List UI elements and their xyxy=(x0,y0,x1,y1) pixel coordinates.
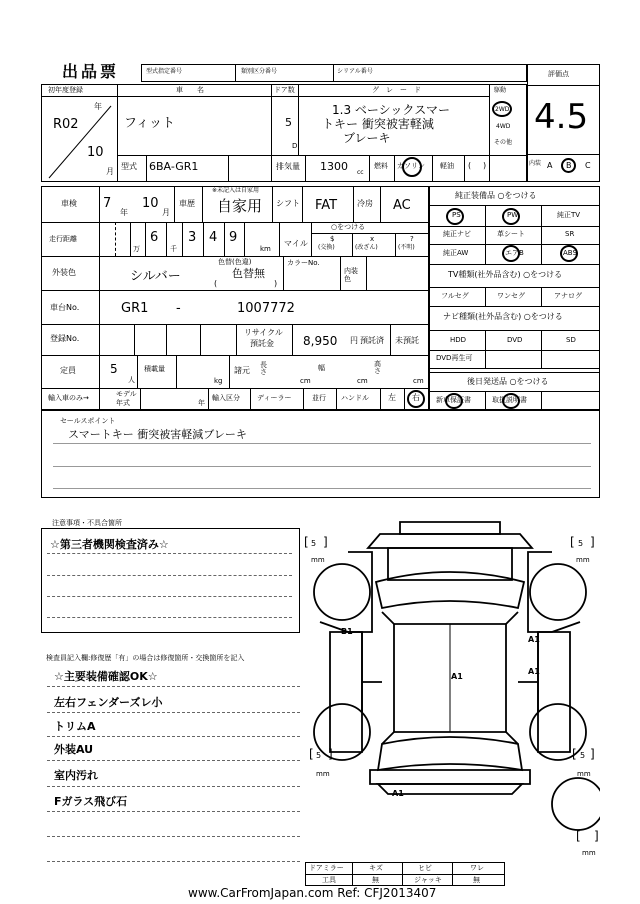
car-name-label: 車名 xyxy=(176,86,218,94)
first-reg-month: 10 xyxy=(87,145,104,160)
handle-right: 右 xyxy=(412,393,420,402)
usage-value: 自家用 xyxy=(217,197,263,215)
score-label: 評価点 xyxy=(548,70,569,78)
left-side-front xyxy=(330,632,362,752)
mileage-km-unit: km xyxy=(260,245,271,253)
inspector-line-1: ☆主要装備確認OK☆ xyxy=(54,670,158,683)
tv-title: TV種類(社外品含む) ○をつける xyxy=(448,270,563,279)
bracket-tl-close: ] xyxy=(323,535,328,549)
equip-pw-circle xyxy=(502,208,520,225)
equip-airbag: エアB xyxy=(505,249,524,257)
color-paren-close: ) xyxy=(274,279,278,288)
mileage-label: 走行距離 xyxy=(49,235,77,243)
legend-mirror: ドアミラー xyxy=(309,864,344,872)
front-bumper xyxy=(400,522,500,534)
width-label: 幅 xyxy=(318,364,325,372)
later-manual-circle xyxy=(502,393,520,409)
chassis-label: 車台No. xyxy=(50,303,80,312)
fuel-gasoline-circle xyxy=(402,157,422,177)
inspector-label: 検査員記入欄:修復歴「有」の場合は修復箇所・交換箇所を記入 xyxy=(46,654,245,662)
legend-tools-value: 無 xyxy=(372,876,379,884)
tread-bottom-right-unit: mm xyxy=(577,770,591,778)
inspection-year-unit: 年 xyxy=(120,208,128,217)
notes-label: 注意事項・不具合箇所 xyxy=(52,519,122,527)
recycle-label-1: リサイクル xyxy=(244,328,283,337)
serial-label: シリアル番号 xyxy=(337,68,373,75)
bracket-bl-open: [ xyxy=(309,747,314,761)
length-unit: cm xyxy=(300,377,311,385)
damage-mark-a1-1: A1 xyxy=(528,635,540,644)
model-label: 型式 xyxy=(121,162,137,171)
equip-sr: SR xyxy=(565,230,575,238)
drive-2wd-circle xyxy=(492,101,512,117)
bracket-tr-open: [ xyxy=(570,535,575,549)
recycle-label-2: 預託金 xyxy=(250,339,274,348)
mileage-man-unit: 万 xyxy=(133,245,140,253)
legend-tools: 工具 xyxy=(322,876,336,884)
dvd-playback: DVD再生可 xyxy=(436,354,473,362)
damage-mark-b1: B1 xyxy=(341,627,353,636)
tv-fullseg: フルセグ xyxy=(441,292,469,300)
tamper-label: (改ざん) xyxy=(355,244,378,251)
later-title: 後日発送品 ○をつける xyxy=(467,377,549,386)
bracket-spare-close: ] xyxy=(594,829,599,843)
bracket-spare-open: [ xyxy=(576,829,581,843)
first-reg-label: 初年度登録 xyxy=(48,86,83,94)
tread-bottom-left-unit: mm xyxy=(316,770,330,778)
inspection-month-unit: 月 xyxy=(162,208,170,217)
equip-ps: PS xyxy=(452,211,461,219)
legend-scratch: キズ xyxy=(369,864,383,872)
tread-spare-unit: mm xyxy=(582,849,596,857)
ac-label: 冷房 xyxy=(357,199,373,208)
later-manual: 取扱説明書 xyxy=(492,396,527,404)
grade-line-3: ブレーキ xyxy=(343,131,391,145)
tv-oneseg: ワンセグ xyxy=(497,292,525,300)
inspection-label: 車検 xyxy=(61,199,77,208)
rear-window xyxy=(378,737,522,770)
interior-grade-circle xyxy=(561,158,576,173)
grade-label: グレード xyxy=(372,86,428,94)
tv-analog: アナログ xyxy=(554,292,582,300)
capacity-label: 定員 xyxy=(60,366,76,375)
handle-left: 左 xyxy=(388,393,396,402)
legend-break: ワレ xyxy=(470,864,484,872)
color-change-label: 色替(色違) xyxy=(218,258,252,266)
first-reg-month-unit: 月 xyxy=(106,167,114,176)
inspector-line-6: Fガラス飛び石 xyxy=(54,795,128,808)
legend-jack-value: 無 xyxy=(473,876,480,884)
mileage-digit-hundreds: 3 xyxy=(188,230,197,245)
inspector-line-2: 左右フェンダーズレ小 xyxy=(54,696,163,709)
interior-grade-a: A xyxy=(547,161,553,170)
chassis-dash: - xyxy=(176,301,181,316)
tread-bottom-left: 5 xyxy=(316,751,322,760)
interior-grade-b: B xyxy=(566,161,572,170)
capacity-unit: 人 xyxy=(128,376,135,384)
equip-ps-circle xyxy=(446,208,464,225)
import-class-label: 輸入区分 xyxy=(212,394,240,402)
handle-label: ハンドル xyxy=(341,394,369,402)
first-reg-year-unit: 年 xyxy=(94,102,102,111)
recycle-unpaid: 未預託 xyxy=(395,336,419,345)
damage-mark-a1-3: A1 xyxy=(451,672,463,681)
equip-nav: 純正ナビ xyxy=(443,230,471,238)
model-year-label-2: 年式 xyxy=(116,399,130,407)
interior-grade-c: C xyxy=(585,161,591,170)
interior-label: 内装 xyxy=(529,160,542,167)
model-year-label-1: モデル xyxy=(116,390,137,398)
equip-abs-circle xyxy=(560,245,578,262)
score-value: 4.5 xyxy=(534,97,589,137)
equip-leather: 革シート xyxy=(497,230,525,238)
watermark: www.CarFromJapan.com Ref: CFJ2013407 xyxy=(188,886,437,900)
wheel-front-right xyxy=(530,564,586,620)
doors-value: 5 xyxy=(285,116,292,129)
bracket-tr-close: ] xyxy=(590,535,595,549)
wheel-front-left xyxy=(314,564,370,620)
later-warranty: 新車保証書 xyxy=(436,396,471,404)
inspection-year: 7 xyxy=(103,196,112,211)
windshield xyxy=(376,572,524,608)
mile-label: マイル xyxy=(284,239,308,248)
sales-point-text: スマートキー 衝突被害軽減ブレーキ xyxy=(68,428,247,441)
inspector-line-3: トリムA xyxy=(54,720,96,733)
model-value: 6BA-GR1 xyxy=(149,160,199,173)
color-value: シルバー xyxy=(130,269,181,284)
height-unit: cm xyxy=(413,377,424,385)
shift-value: FAT xyxy=(315,198,338,213)
mileage-digit-ones: 9 xyxy=(229,230,238,245)
color-paren-open: ( xyxy=(214,279,218,288)
tread-bottom-right: 5 xyxy=(580,751,586,760)
import-parallel: 並行 xyxy=(312,394,326,402)
nav-dvd: DVD xyxy=(507,336,523,344)
doors-suffix: D xyxy=(292,142,298,150)
mileage-digit-tens: 4 xyxy=(209,230,218,245)
inspector-line-5: 室内汚れ xyxy=(54,769,98,782)
fuel-gasoline: ガソリン xyxy=(397,162,425,170)
model-code-label: 型式指定番号 xyxy=(146,68,183,75)
category-label: 類別区分番号 xyxy=(241,68,278,75)
drive-4wd: 4WD xyxy=(496,123,511,130)
equipment-title: 純正装備品 ○をつける xyxy=(455,191,537,200)
form-title: 出品票 xyxy=(62,62,120,81)
header-codes-box xyxy=(141,64,527,82)
mileage-digit-thousands: 6 xyxy=(150,230,159,245)
bracket-tl-open: [ xyxy=(304,535,309,549)
color-label: 外装色 xyxy=(52,268,76,277)
mileage-sen-unit: 千 xyxy=(170,245,177,253)
nav-sd: SD xyxy=(566,336,576,344)
bracket-br-open: [ xyxy=(572,747,577,761)
unknown-label: (不明) xyxy=(398,244,415,251)
sales-point-box xyxy=(41,410,600,498)
mileage-circle-note: ○をつける xyxy=(331,223,366,231)
load-unit: kg xyxy=(214,377,223,385)
exchange-label: (交換) xyxy=(318,244,335,251)
damage-mark-a1-4: A1 xyxy=(392,789,404,798)
color-change-value: 色替無 xyxy=(232,267,265,280)
grade-line-2: トキー 衝突被害軽減 xyxy=(322,117,434,131)
bracket-br-close: ] xyxy=(590,747,595,761)
tread-top-right: 5 xyxy=(578,539,584,548)
import-label: 輸入車のみ→ xyxy=(48,394,89,402)
ac-value: AC xyxy=(393,198,411,213)
recycle-amount: 8,950 xyxy=(303,334,338,348)
shift-label: シフト xyxy=(276,199,300,208)
damage-mark-a1-2: A1 xyxy=(528,667,540,676)
equip-pw: PW xyxy=(507,211,519,219)
width-unit: cm xyxy=(357,377,368,385)
tamper-symbol: x xyxy=(370,235,375,243)
recycle-unit: 円 xyxy=(350,336,358,345)
size-label: 諸元 xyxy=(234,366,250,375)
first-reg-year: R02 xyxy=(53,117,79,132)
recycle-paid: 預託済 xyxy=(360,336,384,345)
unregistered-note: ※未記入は自家用 xyxy=(212,187,260,194)
displacement-value: 1300 xyxy=(320,160,348,173)
bracket-bl-close: ] xyxy=(328,747,333,761)
usage-label: 車歴 xyxy=(179,199,195,208)
grade-line-1: 1.3 ベーシックスマー xyxy=(332,103,451,117)
interior-color-label: 内装色 xyxy=(344,267,358,284)
car-name: フィット xyxy=(124,116,175,131)
sales-point-label: セールスポイント xyxy=(60,417,116,425)
fuel-label: 燃料 xyxy=(374,162,388,170)
model-year-unit: 年 xyxy=(198,399,205,407)
reg-no-label: 登録No. xyxy=(50,334,80,343)
equip-aw: 純正AW xyxy=(443,249,469,257)
exchange-symbol: $ xyxy=(330,235,335,243)
spare-wheel xyxy=(552,778,600,830)
inspection-month: 10 xyxy=(142,196,159,211)
equip-airbag-circle xyxy=(502,245,520,262)
handle-right-circle xyxy=(407,390,425,408)
nav-title: ナビ種類(社外品含む) ○をつける xyxy=(443,312,563,321)
tread-top-right-unit: mm xyxy=(576,556,590,564)
right-side-front xyxy=(538,632,570,752)
nav-hdd: HDD xyxy=(450,336,467,344)
drive-other: その他 xyxy=(494,139,513,146)
import-dealer: ディーラー xyxy=(257,394,292,402)
chassis-prefix: GR1 xyxy=(121,301,149,316)
car-damage-diagram xyxy=(300,512,600,872)
inspector-line-4: 外装AU xyxy=(54,743,94,756)
displacement-unit: cc xyxy=(357,169,364,176)
chassis-number: 1007772 xyxy=(237,301,295,316)
equip-abs: ABS xyxy=(563,249,577,257)
hood-front xyxy=(368,534,532,548)
unknown-symbol: ? xyxy=(410,235,414,243)
tread-top-left: 5 xyxy=(311,539,317,548)
doors-label: ドア数 xyxy=(274,86,295,94)
color-no-label: カラーNo. xyxy=(287,259,320,267)
drive-2wd: 2WD xyxy=(495,106,510,113)
tread-top-left-unit: mm xyxy=(311,556,325,564)
legend-crack: ヒビ xyxy=(418,864,432,872)
capacity-value: 5 xyxy=(110,362,118,376)
equip-tv: 純正TV xyxy=(557,211,581,219)
height-label: 高さ xyxy=(374,360,381,375)
length-label: 長さ xyxy=(260,361,267,376)
displacement-label: 排気量 xyxy=(276,162,300,171)
later-warranty-circle xyxy=(445,393,463,409)
legend-jack: ジャッキ xyxy=(414,876,442,884)
load-label: 積載量 xyxy=(144,365,165,373)
trunk xyxy=(370,770,530,784)
drive-label: 駆動 xyxy=(494,87,507,94)
notes-line-1: ☆第三者機関検査済み☆ xyxy=(50,538,169,551)
fuel-diesel: 軽油 xyxy=(440,162,454,170)
